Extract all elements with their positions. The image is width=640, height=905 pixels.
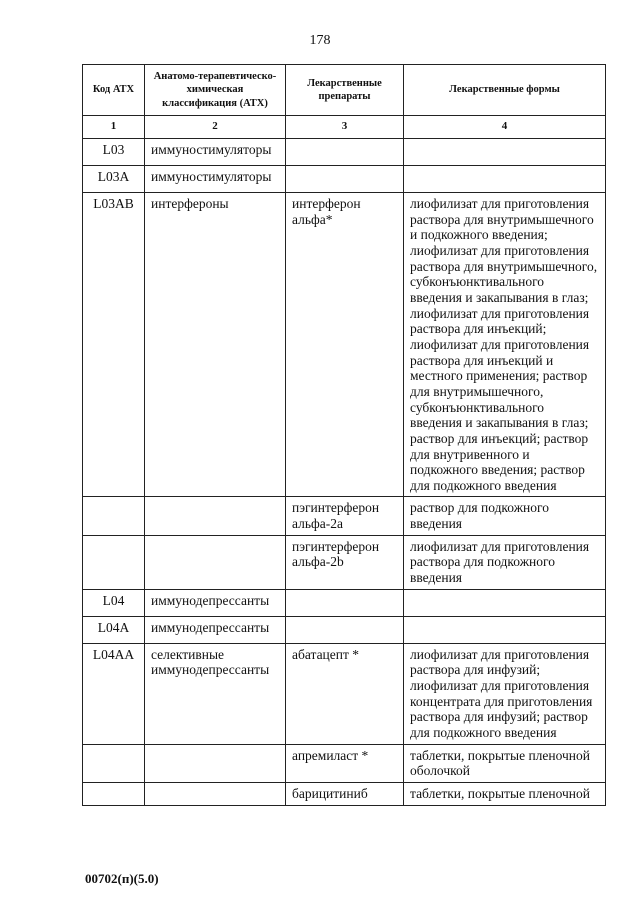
dosage-forms: лиофилизат для приготовления раствора для подкожного введения xyxy=(404,535,606,589)
atc-classification: иммуностимуляторы xyxy=(145,166,286,193)
table-row xyxy=(83,783,606,806)
atc-classification: интерфероны xyxy=(145,193,286,497)
table-row xyxy=(83,643,606,744)
table-row xyxy=(83,744,606,782)
drug-name: пэгинтерферон альфа-2а xyxy=(286,497,404,535)
table-row xyxy=(83,166,606,193)
table-row xyxy=(83,616,606,643)
column-number: 1 xyxy=(83,116,145,139)
atc-code: L03 xyxy=(83,139,145,166)
atc-code xyxy=(83,744,145,782)
table-row xyxy=(83,193,606,497)
atc-classification: иммунодепрессанты xyxy=(145,589,286,616)
drug-name: апремиласт * xyxy=(286,744,404,782)
document-code: 00702(п)(5.0) xyxy=(85,871,159,886)
atc-code xyxy=(83,783,145,806)
atc-code: L04 xyxy=(83,589,145,616)
dosage-forms: лиофилизат для приготовления раствора для инфузий; лиофилизат для приготовления концентрата для приготовления раствора для инфузий; раствор для подкожного введения xyxy=(404,643,606,744)
atc-classification xyxy=(145,783,286,806)
drug-name xyxy=(286,166,404,193)
table-header-row xyxy=(83,65,606,116)
drug-name: пэгинтерферон альфа-2b xyxy=(286,535,404,589)
atc-code: L03AB xyxy=(83,193,145,497)
drug-name xyxy=(286,139,404,166)
column-number-row xyxy=(83,116,606,139)
atc-classification xyxy=(145,535,286,589)
atc-classification xyxy=(145,497,286,535)
table-row xyxy=(83,497,606,535)
atc-classification: иммуностимуляторы xyxy=(145,139,286,166)
dosage-forms: лиофилизат для приготовления раствора для внутримышечного и подкожного введения; лиофилизат для приготовления раствора для внутримышечного, субконъюнктивального введения и закапывания в глаз; лиофилизат для приготовления раствора для инъекций; лиофилизат для приготовления раствора для инъекций и местного применения; раствор для внутримышечного, субконъюнктивального введения и закапывания в глаз; раствор для инъекций; раствор для внутривенного и подкожного введения; раствор для подкожного введения xyxy=(404,193,606,497)
column-number: 2 xyxy=(145,116,286,139)
atc-code: L03A xyxy=(83,166,145,193)
drug-name xyxy=(286,589,404,616)
atc-classification: селективные иммунодепрессанты xyxy=(145,643,286,744)
atc-code xyxy=(83,497,145,535)
dosage-forms: раствор для подкожного введения xyxy=(404,497,606,535)
dosage-forms xyxy=(404,166,606,193)
column-number: 3 xyxy=(286,116,404,139)
atc-code: L04A xyxy=(83,616,145,643)
header-forms: Лекарственные формы xyxy=(404,65,606,116)
dosage-forms xyxy=(404,139,606,166)
dosage-forms: таблетки, покрытые пленочной оболочкой xyxy=(404,744,606,782)
dosage-forms: таблетки, покрытые пленочной xyxy=(404,783,606,806)
drug-name: барицитиниб xyxy=(286,783,404,806)
atc-classification xyxy=(145,744,286,782)
header-classification: Анатомо-терапевтическо-химическая классификация (АТХ) xyxy=(145,65,286,116)
page-number: 178 xyxy=(309,33,331,48)
column-number: 4 xyxy=(404,116,606,139)
atc-classification: иммунодепрессанты xyxy=(145,616,286,643)
drug-name: интерферон альфа* xyxy=(286,193,404,497)
table-row xyxy=(83,139,606,166)
table-row xyxy=(83,589,606,616)
atc-code: L04AA xyxy=(83,643,145,744)
drug-table xyxy=(82,64,606,806)
header-drugs: Лекарственные препараты xyxy=(286,65,404,116)
dosage-forms xyxy=(404,589,606,616)
atc-code xyxy=(83,535,145,589)
table-row xyxy=(83,535,606,589)
header-code: Код АТХ xyxy=(83,65,145,116)
dosage-forms xyxy=(404,616,606,643)
drug-name: абатацепт * xyxy=(286,643,404,744)
drug-name xyxy=(286,616,404,643)
